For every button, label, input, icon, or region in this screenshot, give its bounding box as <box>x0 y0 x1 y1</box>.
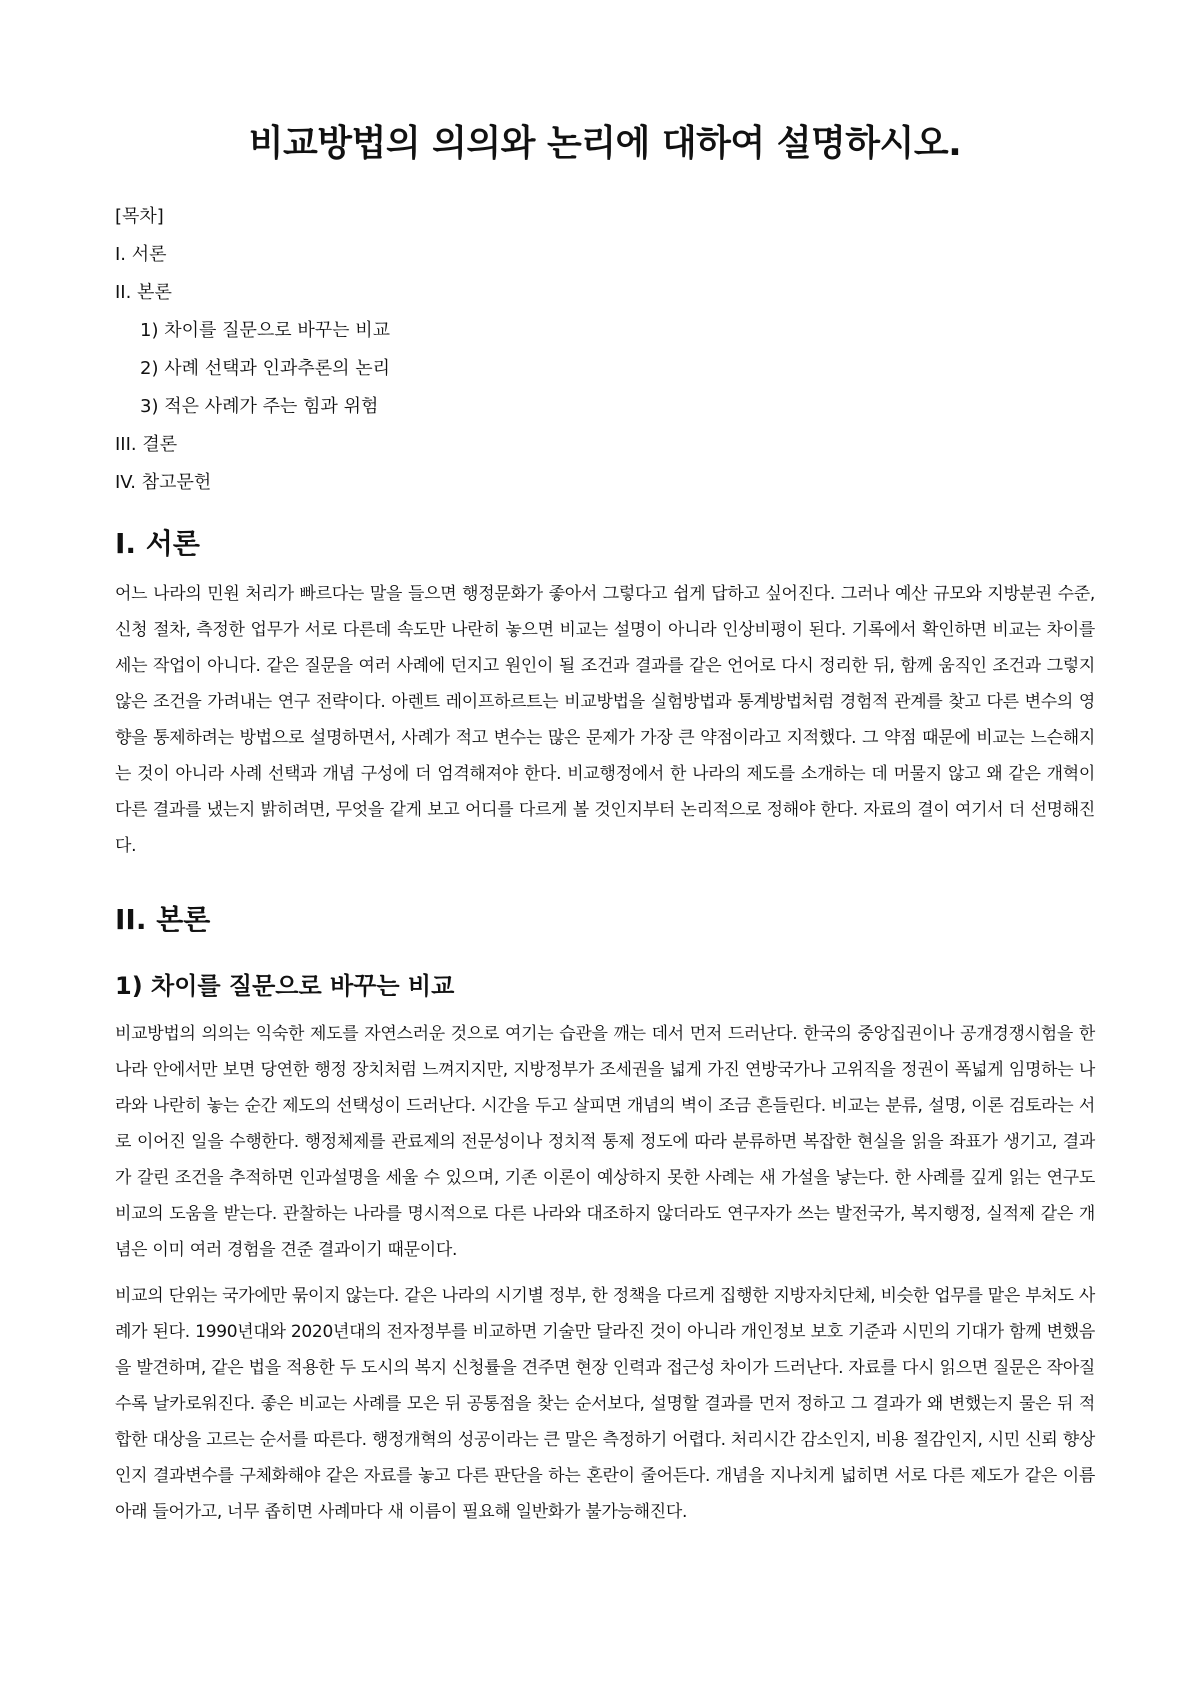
toc-item-body-sub-2: 2) 사례 선택과 인과추론의 논리 <box>140 358 391 379</box>
table-of-contents <box>115 198 1095 502</box>
toc-item-references: IV. 참고문헌 <box>115 472 212 493</box>
document-title: 비교방법의 의의와 논리에 대하여 설명하시오. <box>248 123 962 164</box>
section-heading-intro: I. 서론 <box>115 527 200 560</box>
subsection-heading-1: 1) 차이를 질문으로 바꾸는 비교 <box>115 972 455 1000</box>
body-paragraph-2: 비교의 단위는 국가에만 묶이지 않는다. 같은 나라의 시기별 정부, 한 정책을 다르게 집행한 지방자치단체, 비슷한 업무를 맡은 부처도 사례가 된다. 1990년대와 2020년대의 전자정부를 비교하면 기술만 달라진 것이 아니라 개인정보 보호 기준과 시민의 기대가 함께 변했음을 발견하며, 같은 법을 적용한 두 도시의 복지 신청률을 견주면 현장 인력과 접근성 차이가 드러난다. 자료를 다시 읽으면 질문은 작아질수록 날카로워진다. 좋은 비교는 사례를 모은 뒤 공통점을 찾는 순서보다, 설명할 결과를 먼저 정하고 그 결과가 왜 변했는지 물은 뒤 적합한 대상을 고르는 순서를 따른다. 행정개혁의 성공이라는 큰 말은 측정하기 어렵다. 처리시간 감소인지, 비용 절감인지, 시민 신뢰 향상인지 결과변수를 구체화해야 같은 자료를 놓고 다른 판단을 하는 혼란이 줄어든다. 개념을 지나치게 넓히면 서로 다른 제도가 같은 이름 아래 들어가고, 너무 좁히면 사례마다 새 이름이 필요해 일반화가 불가능해진다. <box>115 1286 1095 1522</box>
toc-item-body-sub-1: 1) 차이를 질문으로 바꾸는 비교 <box>140 320 391 341</box>
body-paragraph-1: 비교방법의 의의는 익숙한 제도를 자연스러운 것으로 여기는 습관을 깨는 데서 먼저 드러난다. 한국의 중앙집권이나 공개경쟁시험을 한 나라 안에서만 보면 당연한 행정 장치처럼 느껴지지만, 지방정부가 조세권을 넓게 가진 연방국가나 고위직을 정권이 폭넓게 임명하는 나라와 나란히 놓는 순간 제도의 선택성이 드러난다. 시간을 두고 살피면 개념의 벽이 조금 흔들린다. 비교는 분류, 설명, 이론 검토라는 서로 이어진 일을 수행한다. 행정체제를 관료제의 전문성이나 정치적 통제 정도에 따라 분류하면 복잡한 현실을 읽을 좌표가 생기고, 결과가 갈린 조건을 추적하면 인과설명을 세울 수 있으며, 기존 이론이 예상하지 못한 사례는 새 가설을 낳는다. 한 사례를 깊게 읽는 연구도 비교의 도움을 받는다. 관찰하는 나라를 명시적으로 다른 나라와 대조하지 않더라도 연구자가 쓰는 발전국가, 복지행정, 실적제 같은 개념은 이미 여러 경험을 견준 결과이기 때문이다. <box>115 1024 1095 1260</box>
toc-item-conclusion: III. 결론 <box>115 434 178 455</box>
section-heading-body: II. 본론 <box>115 903 211 936</box>
toc-item-body: II. 본론 <box>115 282 172 303</box>
toc-item-intro: I. 서론 <box>115 244 167 265</box>
section-spacer <box>115 874 1095 890</box>
intro-paragraph: 어느 나라의 민원 처리가 빠르다는 말을 들으면 행정문화가 좋아서 그렇다고 쉽게 답하고 싶어진다. 그러나 예산 규모와 지방분권 수준, 신청 절차, 측정한 업무가 서로 다른데 속도만 나란히 놓으면 비교는 설명이 아니라 인상비평이 된다. 기록에서 확인하면 비교는 차이를 세는 작업이 아니다. 같은 질문을 여러 사례에 던지고 원인이 될 조건과 결과를 같은 언어로 다시 정리한 뒤, 함께 움직인 조건과 그렇지 않은 조건을 가려내는 연구 전략이다. 아렌트 레이프하르트는 비교방법을 실험방법과 통계방법처럼 경험적 관계를 찾고 다른 변수의 영향을 통제하려는 방법으로 설명하면서, 사례가 적고 변수는 많은 문제가 가장 큰 약점이라고 지적했다. 그 약점 때문에 비교는 느슨해지는 것이 아니라 사례 선택과 개념 구성에 더 엄격해져야 한다. 비교행정에서 한 나라의 제도를 소개하는 데 머물지 않고 왜 같은 개혁이 다른 결과를 냈는지 밝히려면, 무엇을 같게 보고 어디를 다르게 볼 것인지부터 논리적으로 정해야 한다. 자료의 결이 여기서 더 선명해진다. <box>115 584 1095 856</box>
toc-item-body-sub-3: 3) 적은 사례가 주는 힘과 위험 <box>140 396 379 417</box>
toc-heading: [목차] <box>115 206 164 227</box>
